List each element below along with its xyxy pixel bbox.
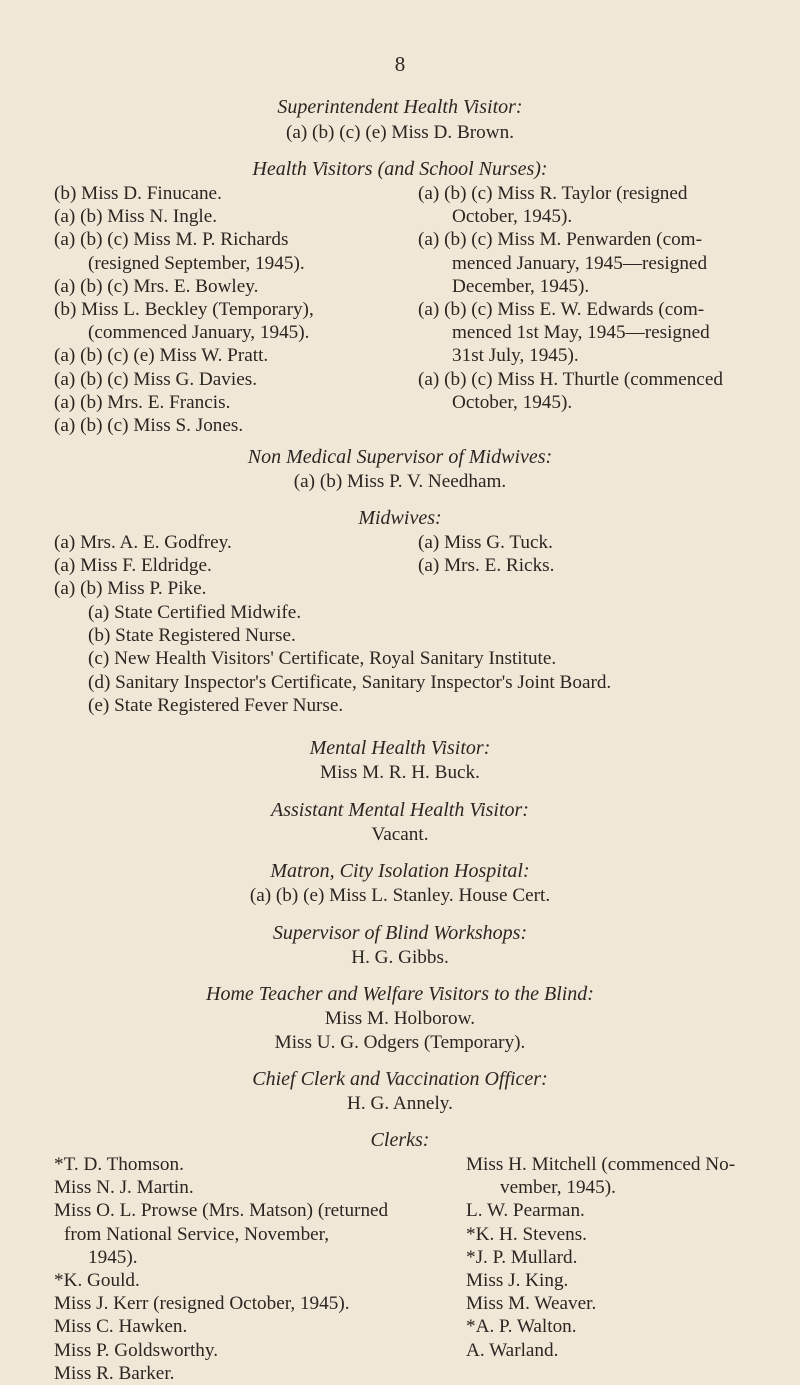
list-item: *J. P. Mullard.: [466, 1246, 578, 1268]
list-item: (a) (b) (c) Miss S. Jones.: [54, 415, 244, 437]
qualification-key: [88, 601, 611, 717]
list-item: (a) Mrs. A. E. Godfrey.: [54, 532, 232, 553]
list-item: October, 1945).: [452, 391, 573, 413]
list-item: (a) (b) Miss N. Ingle.: [54, 206, 218, 228]
matron-heading: Matron, City Isolation Hospital:: [270, 860, 530, 882]
list-item: L. W. Pearman.: [466, 1200, 585, 1222]
blind-workshops-entry: H. G. Gibbs.: [351, 947, 449, 968]
list-item: October, 1945).: [452, 206, 573, 228]
list-item: (a) (b) (c) Miss E. W. Edwards (com-: [418, 299, 705, 321]
list-item: (a) (b) (c) Miss M. P. Richards: [54, 229, 289, 251]
non-medical-heading: Non Medical Supervisor of Midwives:: [247, 446, 553, 468]
key-item: (d) Sanitary Inspector's Certificate, Sanitary Inspector's Joint Board.: [88, 671, 612, 693]
chief-clerk-entry: H. G. Annely.: [347, 1093, 453, 1114]
list-item: (a) (b) (c) (e) Miss W. Pratt.: [54, 345, 269, 367]
health-visitors-right-column: [418, 182, 723, 414]
list-item: (a) (b) (c) Miss R. Taylor (resigned: [418, 183, 688, 204]
list-item: (a) Mrs. E. Ricks.: [418, 555, 555, 577]
list-item: *K. Gould.: [54, 1270, 140, 1292]
mental-health-entry: Miss M. R. H. Buck.: [320, 762, 480, 783]
mental-health-heading: Mental Health Visitor:: [309, 737, 491, 759]
clerks-heading: Clerks:: [370, 1129, 430, 1151]
list-item: (b) Miss D. Finucane.: [54, 183, 222, 204]
list-item: Miss N. J. Martin.: [54, 1177, 194, 1199]
list-item: Miss M. Weaver.: [466, 1293, 597, 1315]
health-visitors-heading: Health Visitors (and School Nurses):: [252, 158, 548, 180]
list-item: (a) (b) Miss P. Pike.: [54, 578, 207, 600]
list-item: Miss R. Barker.: [54, 1362, 175, 1384]
list-item: menced January, 1945—resigned: [452, 252, 708, 274]
list-item: *K. H. Stevens.: [466, 1223, 587, 1245]
list-item: (a) (b) (c) Mrs. E. Bowley.: [54, 275, 259, 297]
list-item: (resigned September, 1945).: [88, 252, 305, 274]
clerks-right-column: [466, 1153, 735, 1362]
list-item: (commenced January, 1945).: [88, 322, 310, 344]
home-teacher-entry: Miss U. G. Odgers (Temporary).: [274, 1032, 526, 1053]
list-item: Miss H. Mitchell (commenced No-: [466, 1154, 736, 1175]
list-item: Miss P. Goldsworthy.: [54, 1339, 219, 1361]
matron-entry: (a) (b) (e) Miss L. Stanley. House Cert.: [249, 885, 551, 906]
list-item: (a) (b) (c) Miss M. Penwarden (com-: [418, 229, 702, 251]
clerks-left-column: [54, 1153, 388, 1385]
key-item: (b) State Registered Nurse.: [88, 625, 296, 647]
health-visitors-left-column: [54, 182, 314, 437]
list-item: *A. P. Walton.: [466, 1316, 577, 1338]
list-item: Miss C. Hawken.: [54, 1316, 188, 1338]
superintendent-heading: Superintendent Health Visitor:: [277, 96, 523, 118]
blind-workshops-heading: Supervisor of Blind Workshops:: [272, 922, 528, 944]
midwives-right-column: [418, 531, 554, 577]
list-item: Miss J. King.: [466, 1270, 569, 1292]
superintendent-entry: (a) (b) (c) (e) Miss D. Brown.: [285, 122, 515, 143]
midwives-heading: Midwives:: [358, 507, 442, 529]
list-item: Miss J. Kerr (resigned October, 1945).: [54, 1293, 350, 1315]
list-item: menced 1st May, 1945—resigned: [452, 322, 710, 344]
list-item: December, 1945).: [452, 275, 590, 297]
list-item: (a) Miss G. Tuck.: [418, 532, 553, 553]
key-item: (e) State Registered Fever Nurse.: [88, 694, 344, 716]
list-item: A. Warland.: [466, 1339, 559, 1361]
chief-clerk-heading: Chief Clerk and Vaccination Officer:: [252, 1068, 548, 1090]
midwives-left-column: [54, 531, 232, 601]
assistant-mental-entry: Vacant.: [371, 824, 429, 845]
list-item: Miss O. L. Prowse (Mrs. Matson) (returned: [54, 1200, 389, 1222]
non-medical-entry: (a) (b) Miss P. V. Needham.: [293, 471, 507, 492]
list-item: *T. D. Thomson.: [54, 1154, 184, 1175]
list-item: (b) Miss L. Beckley (Temporary),: [54, 299, 314, 321]
list-item: 31st July, 1945).: [452, 345, 579, 367]
assistant-mental-heading: Assistant Mental Health Visitor:: [271, 799, 529, 821]
key-item: (c) New Health Visitors' Certificate, Royal Sanitary Institute.: [88, 648, 557, 670]
list-item: from National Service, November,: [64, 1223, 330, 1245]
list-item: (a) (b) Mrs. E. Francis.: [54, 391, 231, 413]
list-item: (a) (b) (c) Miss G. Davies.: [54, 368, 258, 390]
list-item: (a) Miss F. Eldridge.: [54, 555, 212, 577]
home-teacher-heading: Home Teacher and Welfare Visitors to the Blind:: [206, 983, 594, 1005]
list-item: vember, 1945).: [500, 1177, 616, 1199]
page-number: 8: [394, 52, 406, 76]
home-teacher-entry: Miss M. Holborow.: [324, 1008, 476, 1029]
list-item: (a) (b) (c) Miss H. Thurtle (commenced: [418, 368, 723, 390]
list-item: 1945).: [88, 1246, 138, 1268]
key-item: (a) State Certified Midwife.: [88, 602, 302, 623]
